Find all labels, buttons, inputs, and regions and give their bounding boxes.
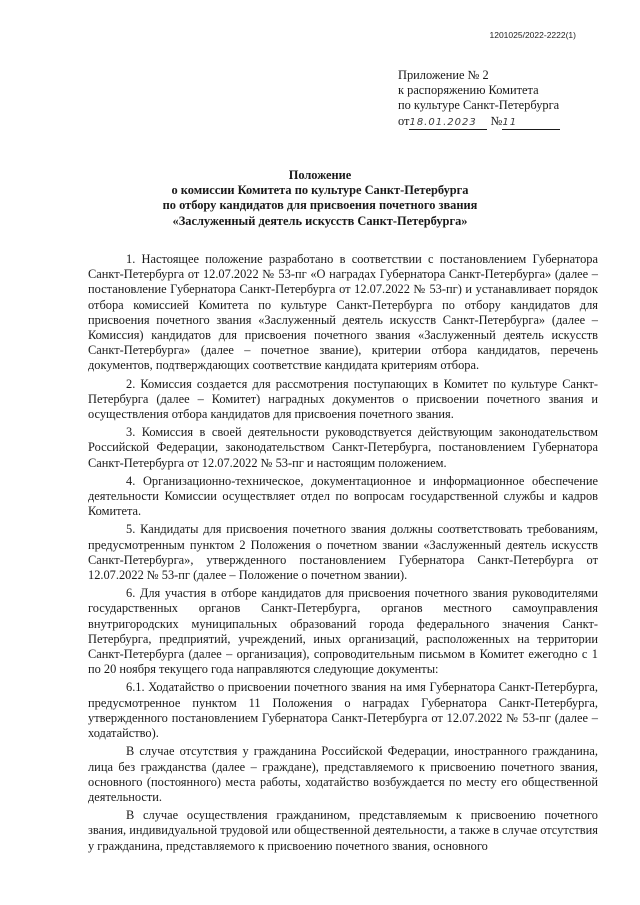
appendix-line: по культуре Санкт-Петербурга (398, 98, 560, 113)
title-line: по отбору кандидатов для присвоения почетного звания (162, 198, 478, 213)
number-field: 11 (502, 117, 560, 130)
paragraph-3: 3. Комиссия в своей деятельности руководствуется действующим законодательством Российской Федерации, законодательством Санкт-Петербурга, постановлением Губернатора Санкт-Петербурга от 12.07.2022 № 53-пг и настоящим положением. (88, 425, 598, 470)
paragraph-6-1: 6.1. Ходатайство о присвоении почетного звания на имя Губернатора Санкт-Петербурга, предусмотренное пунктом 11 Положения о наградах Губернатора Санкт-Петербурга, утвержденного постановлением Губернатора Санкт-Петербурга от 12.07.2022 № 53-пг (далее – ходатайство). (88, 680, 598, 741)
appendix-date-line (398, 114, 560, 130)
title-line: о комиссии Комитета по культуре Санкт-Петербурга (171, 183, 469, 198)
paragraph-6: 6. Для участия в отборе кандидатов для присвоения почетного звания руководителями государственных органов Санкт-Петербурга, органов местного самоуправления внутригородских муниципальных образований города федерального значения Санкт-Петербурга, предприятий, учреждений, иных организаций, расположенных на территории Санкт-Петербурга (далее – организация), сопроводительным письмом в Комитет ежегодно с 1 по 20 ноября текущего года направляются следующие документы: (88, 586, 598, 677)
number-prefix: № (490, 113, 503, 128)
document-number: 1201025/2022-2222(1) (489, 30, 576, 40)
appendix-line: к распоряжению Комитета (398, 83, 539, 98)
document-body (88, 252, 598, 854)
appendix-block (398, 68, 560, 130)
paragraph-6-1-a: В случае отсутствия у гражданина Российской Федерации, иностранного гражданина, лица без гражданства (далее – гражданe), представляемого к присвоению почетного звания, основного (постоянного) места работы, ходатайство возбуждается по месту его общественной деятельности. (88, 744, 598, 804)
appendix-line: Приложение № 2 (398, 68, 489, 82)
date-field: 18.01.2023 (409, 117, 487, 130)
paragraph-2: 2. Комиссия создается для рассмотрения поступающих в Комитет по культуре Санкт-Петербурга (далее – Комитет) наградных документов о присвоении почетного звания и осуществления отбора кандидатов для присвоения почетного звания. (88, 376, 598, 422)
title-line: «Заслуженный деятель искусств Санкт-Петербурга» (172, 213, 468, 228)
paragraph-1: 1. Настоящее положение разработано в соответствии с постановлением Губернатора Санкт-Петербурга от 12.07.2022 № 53-пг «О наградах Губернатора Санкт-Петербурга» (далее – постановление Губернатора Санкт-Петербурга от 12.07.2022 № 53-пг) и устанавливает порядок отбора комиссией Комитета по культуре Санкт-Петербурга по отбору кандидатов для присвоения почетного звания «Заслуженный деятель искусств Санкт-Петербурга» (далее – Комиссия) кандидатов для присвоения почетного звания «Заслуженный деятель искусств Санкт-Петербурга» (далее – почетное звание), критерии отбора кандидатов, перечень документов, подтверждающих соответствие кандидата критериям отбора. (88, 252, 598, 373)
paragraph-4: 4. Организационно-техническое, документационное и информационное обеспечение деятельности Комиссии осуществляет отдел по вопросам государственной службы и кадров Комитета. (88, 473, 598, 519)
title-line: Положение (288, 168, 352, 182)
document-title (0, 168, 640, 229)
paragraph-6-1-b: В случае осуществления гражданином, представляемым к присвоению почетного звания, индивидуальной трудовой или общественной деятельности, а также в случае отсутствия у гражданина, представляемого к присвоению почетного звания, основного (88, 808, 598, 853)
paragraph-5: 5. Кандидаты для присвоения почетного звания должны соответствовать требованиям, предусмотренным пунктом 2 Положения о почетном звании «Заслуженный деятель искусств Санкт-Петербурга», утвержденного постановлением Губернатора Санкт-Петербурга от 12.07.2022 № 53-пг (далее – Положение о почетном звании). (88, 522, 598, 583)
date-prefix: от (398, 113, 410, 128)
